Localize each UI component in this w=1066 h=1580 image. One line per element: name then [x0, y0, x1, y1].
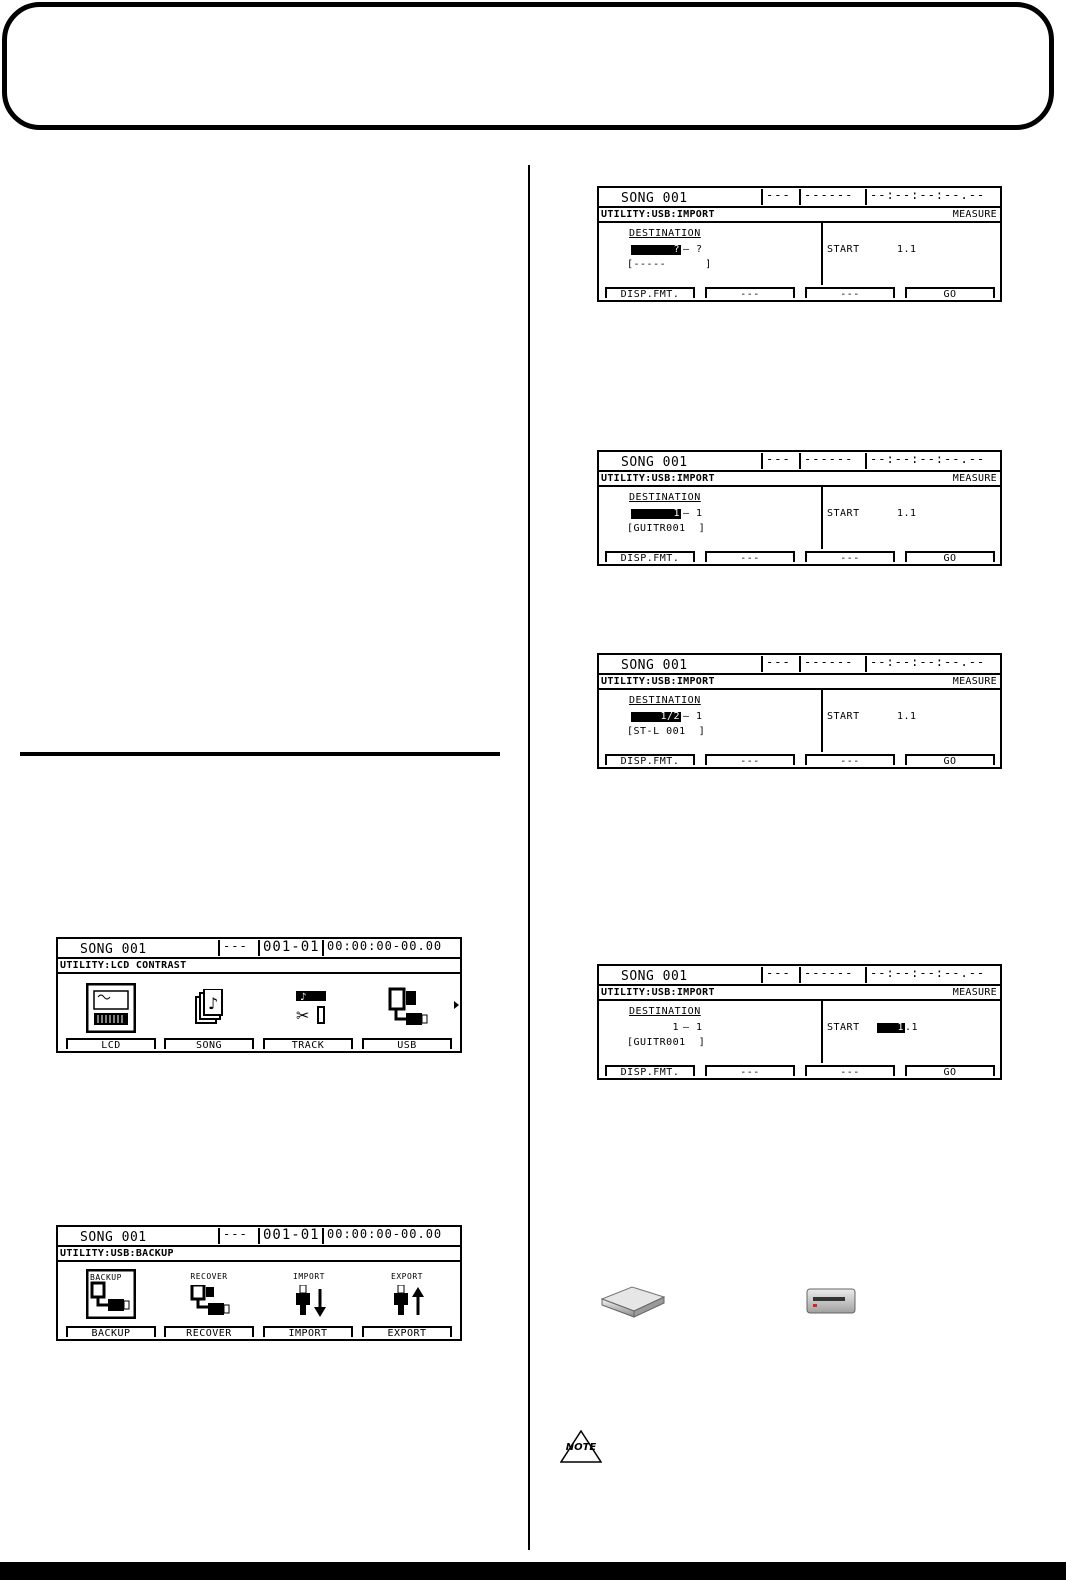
f2-button[interactable]: --- [705, 287, 795, 298]
song-label: SONG 001 [621, 969, 688, 984]
scroll-right-icon[interactable] [454, 1001, 459, 1009]
measure-counter: --- [218, 940, 256, 956]
destination-track-field[interactable]: 1/2 [631, 712, 681, 722]
start-label: START [827, 711, 860, 722]
f2-button[interactable]: --- [705, 754, 795, 765]
bar-counter: ------ [799, 656, 863, 672]
destination-vtrack: – 1 [683, 711, 703, 722]
destination-vtrack: – 1 [683, 1022, 703, 1033]
lcd-utility-usb-backup [56, 1225, 462, 1341]
measure-counter: --- [218, 1228, 256, 1244]
start-beat[interactable]: .1 [905, 1022, 919, 1033]
lcd-usb-import-1 [597, 186, 1002, 302]
bar-counter: 001-01 [258, 940, 322, 956]
disp-fmt-button[interactable]: DISP.FMT. [605, 1065, 695, 1076]
lcd-icon[interactable] [86, 983, 136, 1033]
usb-icon[interactable] [388, 987, 428, 1027]
disp-fmt-button[interactable]: DISP.FMT. [605, 287, 695, 298]
f3-button[interactable]: --- [805, 754, 895, 765]
svg-text:BACKUP: BACKUP [90, 1273, 122, 1282]
time-counter: --:--:--:--.-- [865, 189, 983, 205]
bar-counter: ------ [799, 453, 863, 469]
track-button[interactable]: TRACK [263, 1038, 353, 1049]
time-counter: 00:00:00-00.00 [322, 940, 442, 956]
destination-track-field[interactable]: 1 [631, 509, 681, 519]
measure-counter: --- [761, 967, 799, 983]
breadcrumb: UTILITY:USB:IMPORT [601, 676, 715, 687]
measure-counter: --- [761, 189, 799, 205]
destination-title: DESTINATION [629, 492, 701, 503]
time-counter: --:--:--:--.-- [865, 967, 983, 983]
export-caption: EXPORT [391, 1272, 423, 1281]
destination-title: DESTINATION [629, 228, 701, 239]
go-button[interactable]: GO [905, 1065, 995, 1076]
card-reader-icon [805, 1285, 857, 1317]
destination-name: [GUITR001 ] [627, 523, 706, 534]
measure-counter: --- [761, 453, 799, 469]
track-icon[interactable] [294, 991, 328, 1025]
start-value[interactable]: 1.1 [897, 711, 917, 722]
f2-button[interactable]: --- [705, 1065, 795, 1076]
f3-button[interactable]: --- [805, 1065, 895, 1076]
lcd-button[interactable]: LCD [66, 1038, 156, 1049]
column-divider [528, 165, 530, 1550]
usb-button[interactable]: USB [362, 1038, 452, 1049]
start-measure-field[interactable]: 1 [877, 1023, 905, 1033]
svg-text:♪: ♪ [300, 992, 307, 1003]
bar-counter: ------ [799, 967, 863, 983]
time-counter: --:--:--:--.-- [865, 453, 983, 469]
breadcrumb: UTILITY:USB:IMPORT [601, 473, 715, 484]
backup-button[interactable]: BACKUP [66, 1326, 156, 1337]
destination-name: [----- ] [627, 259, 712, 270]
breadcrumb: UTILITY:LCD CONTRAST [60, 960, 187, 971]
start-label: START [827, 244, 860, 255]
lcd-utility-contrast [56, 937, 462, 1053]
lcd-usb-import-3 [597, 653, 1002, 769]
chapter-header-frame [2, 2, 1054, 130]
start-value[interactable]: 1.1 [897, 508, 917, 519]
f2-button[interactable]: --- [705, 551, 795, 562]
breadcrumb: UTILITY:USB:IMPORT [601, 987, 715, 998]
breadcrumb: UTILITY:USB:BACKUP [60, 1248, 174, 1259]
export-icon[interactable] [392, 1285, 426, 1319]
page-footer-bar [0, 1562, 1066, 1580]
destination-track-field[interactable]: ? [631, 245, 681, 255]
import-button[interactable]: IMPORT [263, 1326, 353, 1337]
bar-counter: ------ [799, 189, 863, 205]
destination-name: [ST-L 001 ] [627, 726, 706, 737]
recover-icon[interactable] [190, 1285, 230, 1319]
svg-text:✂: ✂ [296, 1006, 310, 1025]
song-label: SONG 001 [621, 658, 688, 673]
breadcrumb: UTILITY:USB:IMPORT [601, 209, 715, 220]
time-counter: --:--:--:--.-- [865, 656, 983, 672]
measure-counter: --- [761, 656, 799, 672]
note-icon [560, 1430, 602, 1464]
song-icon[interactable] [194, 989, 224, 1025]
start-value[interactable]: 1.1 [897, 244, 917, 255]
destination-title: DESTINATION [629, 1006, 701, 1017]
lcd-usb-import-2 [597, 450, 1002, 566]
f3-button[interactable]: --- [805, 287, 895, 298]
disp-fmt-button[interactable]: DISP.FMT. [605, 754, 695, 765]
display-format: MEASURE [952, 987, 997, 998]
go-button[interactable]: GO [905, 754, 995, 765]
destination-vtrack: – ? [683, 244, 703, 255]
destination-track-field[interactable]: 1 [672, 1022, 679, 1033]
start-label: START [827, 1022, 860, 1033]
recover-caption: RECOVER [190, 1272, 228, 1281]
song-label: SONG 001 [80, 942, 147, 957]
disp-fmt-button[interactable]: DISP.FMT. [605, 551, 695, 562]
go-button[interactable]: GO [905, 287, 995, 298]
go-button[interactable]: GO [905, 551, 995, 562]
song-label: SONG 001 [80, 1230, 147, 1245]
song-label: SONG 001 [621, 191, 688, 206]
import-caption: IMPORT [293, 1272, 325, 1281]
display-format: MEASURE [952, 473, 997, 484]
destination-name: [GUITR001 ] [627, 1037, 706, 1048]
lcd-usb-import-4 [597, 964, 1002, 1080]
song-button[interactable]: SONG [164, 1038, 254, 1049]
display-format: MEASURE [952, 209, 997, 220]
f3-button[interactable]: --- [805, 551, 895, 562]
song-label: SONG 001 [621, 455, 688, 470]
destination-title: DESTINATION [629, 695, 701, 706]
recover-button[interactable]: RECOVER [164, 1326, 254, 1337]
section-rule [20, 752, 500, 756]
display-format: MEASURE [952, 676, 997, 687]
destination-vtrack: – 1 [683, 508, 703, 519]
removable-disk-icon [598, 1285, 668, 1319]
backup-icon[interactable] [86, 1269, 136, 1319]
time-counter: 00:00:00-00.00 [322, 1228, 442, 1244]
import-icon[interactable] [294, 1285, 328, 1319]
svg-text:♪: ♪ [208, 994, 219, 1013]
bar-counter: 001-01 [258, 1228, 322, 1244]
start-label: START [827, 508, 860, 519]
export-button[interactable]: EXPORT [362, 1326, 452, 1337]
note-label: NOTE [565, 1442, 597, 1453]
